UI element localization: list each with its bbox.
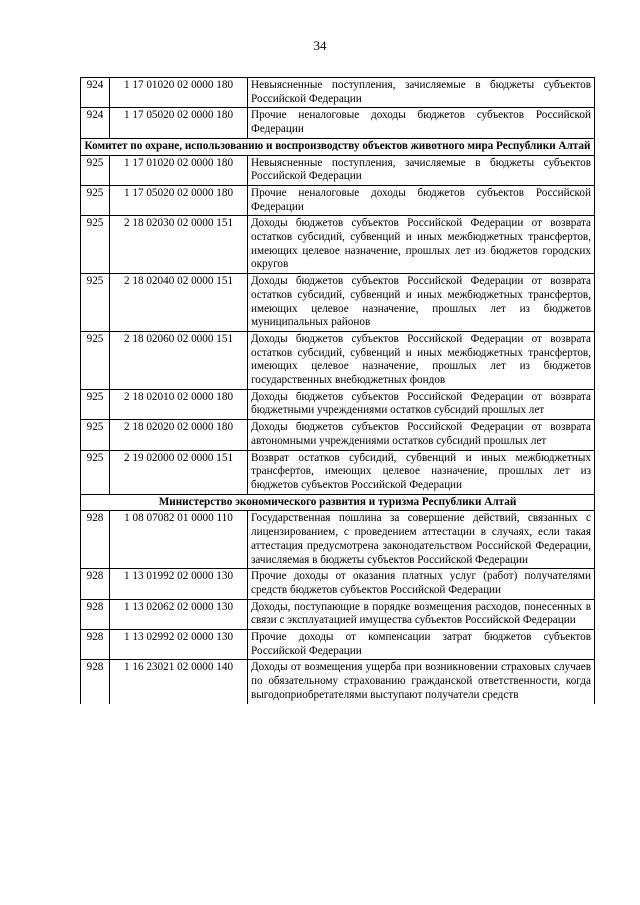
revenue-code-cell: 1 13 02062 02 0000 130 — [110, 599, 248, 629]
section-header-row — [81, 494, 595, 511]
admin-code-cell: 925 — [81, 185, 110, 215]
table-row — [81, 331, 595, 389]
page-number: 34 — [313, 38, 327, 53]
admin-code-cell: 925 — [81, 155, 110, 185]
revenue-code-cell: 2 18 02060 02 0000 151 — [110, 331, 248, 389]
admin-code-cell: 928 — [81, 660, 110, 704]
revenue-code-cell: 1 17 01020 02 0000 180 — [110, 78, 248, 108]
admin-code-cell: 924 — [81, 78, 110, 108]
revenue-name-cell: Прочие доходы от компенсации затрат бюджетов субъектов Российской Федерации — [248, 630, 595, 660]
revenue-name-cell: Доходы бюджетов субъектов Российской Федерации от возврата остатков субсидий, субвенций и иных межбюджетных трансфертов, имеющих целевое назначение, прошлых лет из бюджетов городских округов — [248, 216, 595, 274]
admin-code-cell: 925 — [81, 331, 110, 389]
revenue-code-cell: 1 17 01020 02 0000 180 — [110, 155, 248, 185]
admin-code-cell: 925 — [81, 420, 110, 450]
revenue-name-cell: Доходы бюджетов субъектов Российской Федерации от возврата бюджетными учреждениями остатков субсидий прошлых лет — [248, 389, 595, 419]
admin-code-cell: 925 — [81, 389, 110, 419]
admin-code-cell: 928 — [81, 569, 110, 599]
table-row — [81, 155, 595, 185]
revenue-name-cell: Возврат остатков субсидий, субвенций и иных межбюджетных трансфертов, имеющих целевое назначение, прошлых лет из бюджетов субъектов Российской Федерации — [248, 450, 595, 494]
table-row — [81, 420, 595, 450]
table-row — [81, 389, 595, 419]
admin-code-cell: 928 — [81, 511, 110, 569]
table-row — [81, 108, 595, 138]
revenue-code-cell: 1 17 05020 02 0000 180 — [110, 185, 248, 215]
revenue-name-cell: Доходы бюджетов субъектов Российской Федерации от возврата автономными учреждениями остатков субсидий прошлых лет — [248, 420, 595, 450]
revenue-code-cell: 2 18 02010 02 0000 180 — [110, 389, 248, 419]
revenue-code-cell: 1 17 05020 02 0000 180 — [110, 108, 248, 138]
revenue-code-cell: 2 18 02020 02 0000 180 — [110, 420, 248, 450]
admin-code-cell: 928 — [81, 630, 110, 660]
revenue-code-cell: 1 08 07082 01 0000 110 — [110, 511, 248, 569]
revenue-code-cell: 2 18 02030 02 0000 151 — [110, 216, 248, 274]
revenue-name-cell: Доходы бюджетов субъектов Российской Федерации от возврата остатков субсидий, субвенций и иных межбюджетных трансфертов, имеющих целевое назначение, прошлых лет из бюджетов муниципальных районов — [248, 274, 595, 332]
revenue-name-cell: Прочие доходы от оказания платных услуг (работ) получателями средств бюджетов субъектов Российской Федерации — [248, 569, 595, 599]
revenue-code-cell: 1 16 23021 02 0000 140 — [110, 660, 248, 704]
revenue-name-cell: Доходы бюджетов субъектов Российской Федерации от возврата остатков субсидий, субвенций и иных межбюджетных трансфертов, имеющих целевое назначение, прошлых лет из бюджетов государственных внебюджетных фондов — [248, 331, 595, 389]
revenue-code-cell: 1 13 01992 02 0000 130 — [110, 569, 248, 599]
table-body — [81, 78, 595, 704]
admin-code-cell: 925 — [81, 274, 110, 332]
table-row — [81, 185, 595, 215]
revenue-name-cell: Доходы от возмещения ущерба при возникновении страховых случаев по обязательному страхованию гражданской ответственности, когда выгодоприобретателями выступают получатели средств — [248, 660, 595, 704]
revenue-name-cell: Прочие неналоговые доходы бюджетов субъектов Российской Федерации — [248, 185, 595, 215]
table-row — [81, 511, 595, 569]
admin-code-cell: 925 — [81, 216, 110, 274]
table-row — [81, 569, 595, 599]
revenue-name-cell: Доходы, поступающие в порядке возмещения расходов, понесенных в связи с эксплуатацией имущества субъектов Российской Федерации — [248, 599, 595, 629]
revenue-codes-table — [80, 77, 595, 704]
revenue-name-cell: Прочие неналоговые доходы бюджетов субъектов Российской Федерации — [248, 108, 595, 138]
table-row — [81, 274, 595, 332]
revenue-code-cell: 2 19 02000 02 0000 151 — [110, 450, 248, 494]
revenue-name-cell: Невыясненные поступления, зачисляемые в бюджеты субъектов Российской Федерации — [248, 78, 595, 108]
section-title: Комитет по охране, использованию и воспроизводству объектов животного мира Республики Алтай — [81, 138, 595, 155]
revenue-code-cell: 2 18 02040 02 0000 151 — [110, 274, 248, 332]
section-title: Министерство экономического развития и туризма Республики Алтай — [81, 494, 595, 511]
table-row — [81, 450, 595, 494]
table-row — [81, 216, 595, 274]
admin-code-cell: 925 — [81, 450, 110, 494]
admin-code-cell: 924 — [81, 108, 110, 138]
revenue-name-cell: Государственная пошлина за совершение действий, связанных с лицензированием, с проведением аттестации в случаях, если такая аттестация предусмотрена законодательством Российской Федерации, зачисляемая в бюджеты субъектов Российской Федерации — [248, 511, 595, 569]
admin-code-cell: 928 — [81, 599, 110, 629]
table-row — [81, 660, 595, 704]
revenue-name-cell: Невыясненные поступления, зачисляемые в бюджеты субъектов Российской Федерации — [248, 155, 595, 185]
section-header-row — [81, 138, 595, 155]
revenue-code-cell: 1 13 02992 02 0000 130 — [110, 630, 248, 660]
table-row — [81, 630, 595, 660]
table-row — [81, 599, 595, 629]
table-row — [81, 78, 595, 108]
